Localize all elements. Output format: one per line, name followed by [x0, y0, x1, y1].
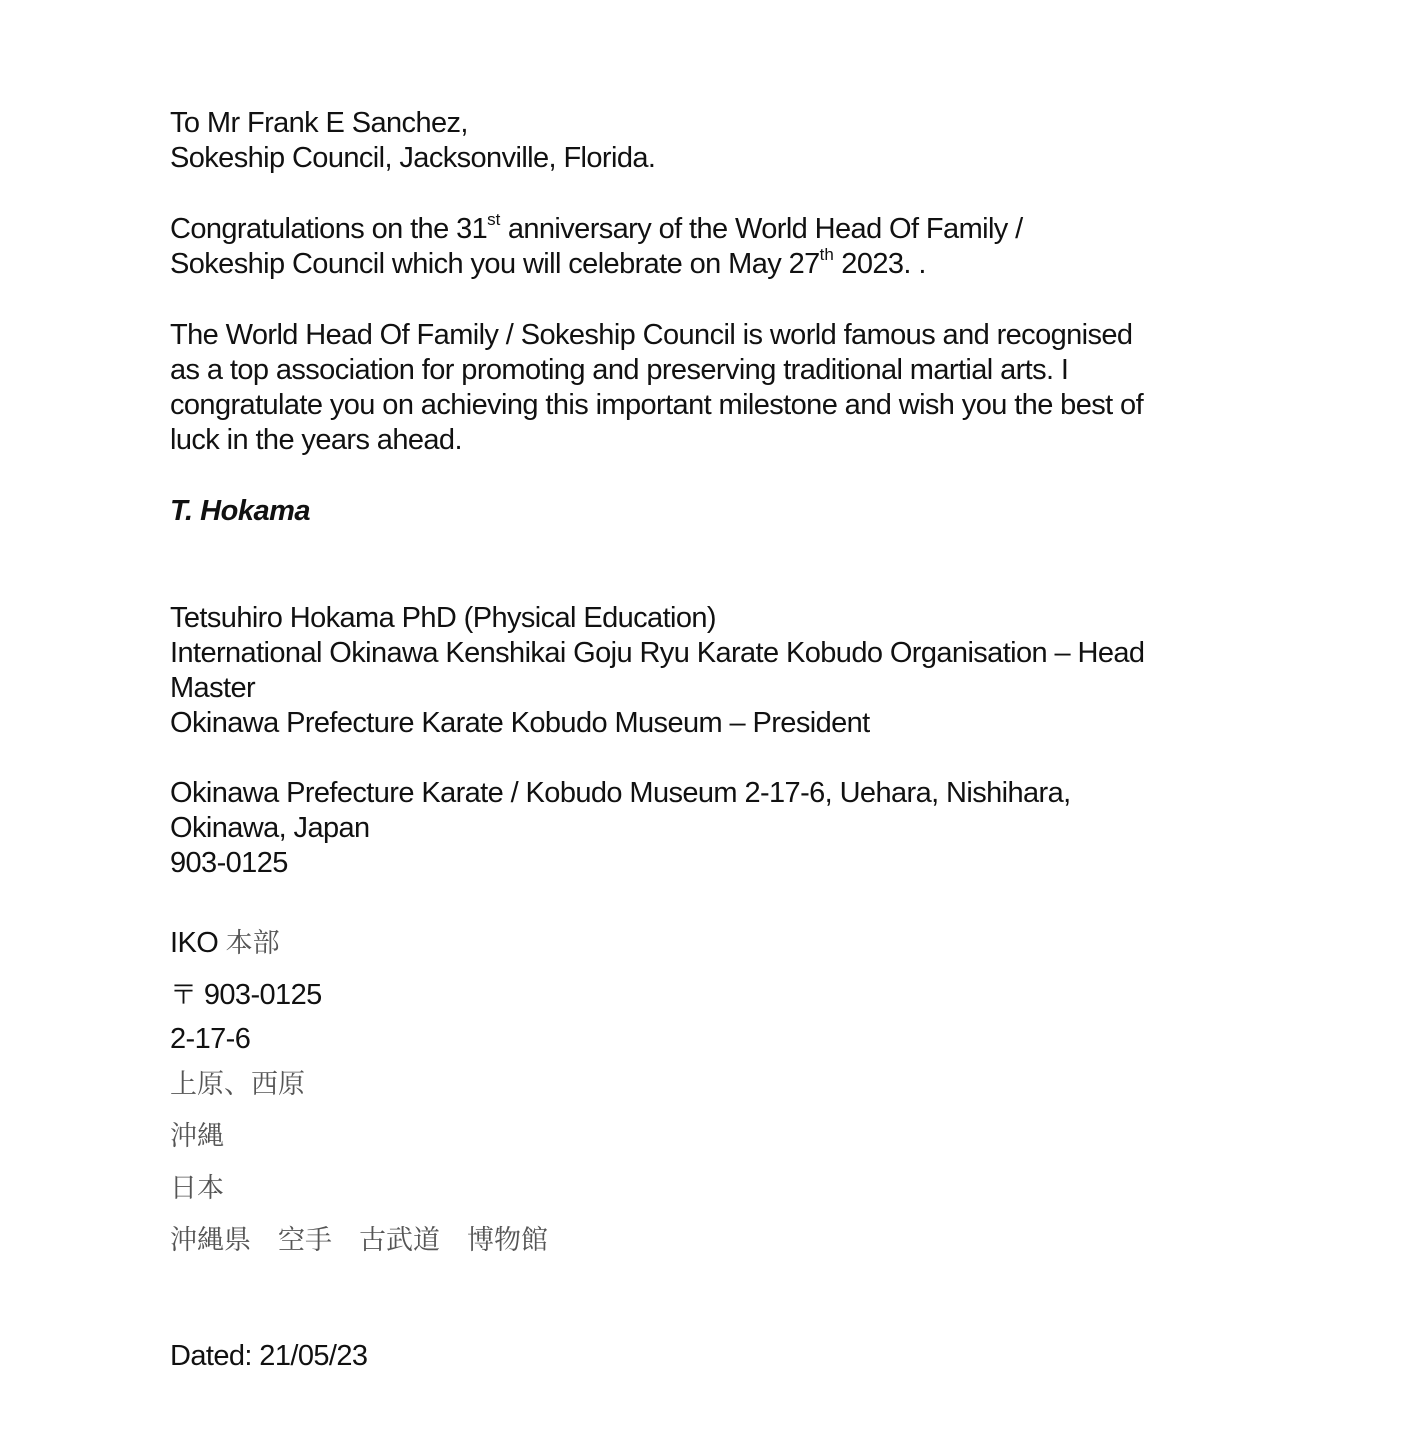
congratulations-paragraph [170, 212, 1170, 282]
recipient-organisation: Sokeship Council, Jacksonville, Florida. [170, 142, 656, 174]
ordinal-suffix-st: st [487, 210, 501, 230]
address-japanese [170, 921, 1170, 1265]
body-paragraph: The World Head Of Family / Sokeship Council is world famous and recognised as a top association for promoting and preserving traditional martial arts. I congratulate you on achieving this important milestone and wish you the best of luck in the years ahead. [170, 319, 1144, 456]
dated-line [170, 1339, 1170, 1374]
congrats-text-3: Sokeship Council which you will celebrate on May 27 [170, 248, 820, 280]
ordinal-suffix-th: th [819, 245, 834, 265]
congratulations-line-1 [170, 212, 1170, 247]
signatory-title-organisation: International Okinawa Kenshikai Goju Ryu Karate Kobudo Organisation – Head Master [170, 637, 1145, 704]
congrats-text-1: Congratulations on the 31 [170, 213, 488, 245]
japanese-prefecture: 沖縄 [170, 1121, 224, 1152]
address-line-1: Okinawa Prefecture Karate / Kobudo Museum 2-17-6, Uehara, Nishihara, [170, 777, 1071, 809]
japanese-postal-code [170, 973, 1170, 1017]
letter [170, 106, 1170, 1374]
japanese-country: 日本 [170, 1173, 224, 1204]
congratulations-line-2 [170, 247, 1170, 282]
japanese-area: 上原、西原 [170, 1069, 305, 1100]
date: Dated: 21/05/23 [170, 1340, 368, 1372]
signature: T. Hokama [170, 495, 311, 527]
japanese-street-number: 2-17-6 [170, 1023, 251, 1055]
postal-mark-icon: 〒 [170, 980, 197, 1011]
address-english [170, 776, 1170, 881]
postal-code-number: 903-0125 [196, 979, 322, 1011]
headquarters-kanji: 本部 [225, 928, 280, 959]
recipient-block [170, 106, 1170, 176]
address-postcode: 903-0125 [170, 847, 288, 879]
iko-headquarters [170, 921, 1170, 965]
japanese-museum-name: 沖縄県 空手 古武道 博物館 [170, 1225, 548, 1256]
signatory-name: Tetsuhiro Hokama PhD (Physical Education) [170, 602, 716, 634]
address-line-2: Okinawa, Japan [170, 812, 370, 844]
credentials-block [170, 601, 1170, 741]
signature-block [170, 494, 1170, 529]
signatory-title-museum: Okinawa Prefecture Karate Kobudo Museum – President [170, 707, 870, 739]
congrats-text-2: anniversary of the World Head Of Family / [500, 213, 1023, 245]
congrats-text-4: 2023. . [833, 248, 926, 280]
recipient-name: To Mr Frank E Sanchez, [170, 107, 468, 139]
iko-label: IKO [170, 927, 226, 959]
